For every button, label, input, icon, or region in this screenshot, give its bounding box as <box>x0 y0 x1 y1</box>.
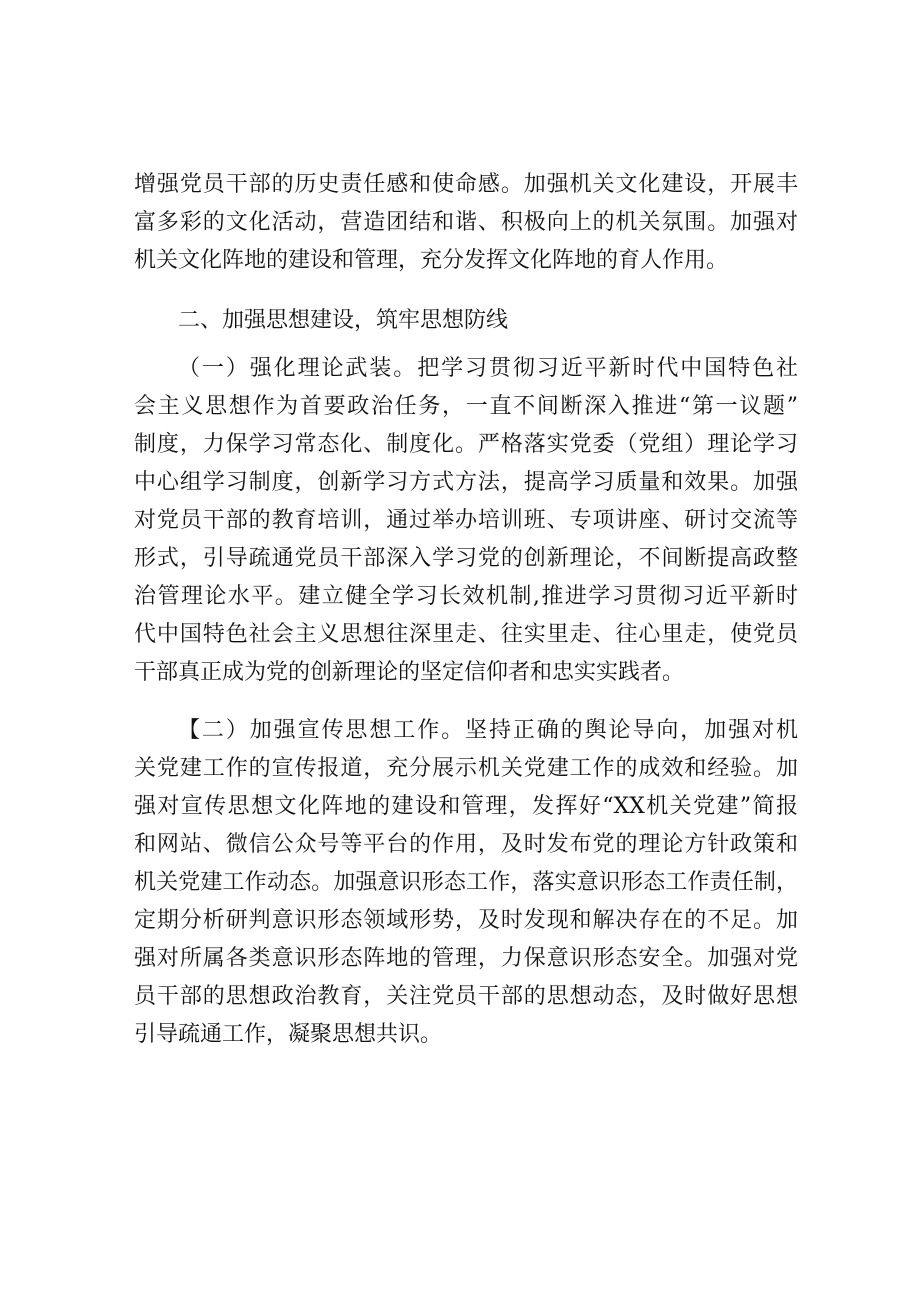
section-heading: 二、加强思想建设，筑牢思想防线 <box>178 308 509 333</box>
text-line: 会主义思想作为首要政治任务，一直不间断深入推进“第一议题” <box>134 394 798 419</box>
paragraph-publicity <box>134 712 798 1054</box>
text-line: 中心组学习制度，创新学习方式方法，提高学习质量和效果。加强 <box>134 470 798 495</box>
text-line: 治管理论水平。建立健全学习长效机制,推进学习贯彻习近平新时 <box>134 584 798 609</box>
text-line: 和网站、微信公众号等平台的作用，及时发布党的理论方针政策和 <box>134 832 798 857</box>
text-line: （一）强化理论武装。把学习贯彻习近平新时代中国特色社 <box>178 356 798 381</box>
text-line: 形式，引导疏通党员干部深入学习党的创新理论，不间断提高政整 <box>134 546 798 571</box>
text-line: 员干部的思想政治教育，关注党员干部的思想动态，及时做好思想 <box>134 984 798 1009</box>
text-line: 【二）加强宣传思想工作。坚持正确的舆论导向，加强对机 <box>178 718 798 743</box>
text-line: 定期分析研判意识形态领域形势，及时发现和解决存在的不足。加 <box>134 908 798 933</box>
text-line: 对党员干部的教育培训，通过举办培训班、专项讲座、研讨交流等 <box>134 508 798 533</box>
text-line: 制度，力保学习常态化、制度化。严格落实党委（党组）理论学习 <box>134 432 798 457</box>
text-line: 增强党员干部的历史责任感和使命感。加强机关文化建设，开展丰 <box>134 172 798 197</box>
text-line: 机关党建工作动态。加强意识形态工作，落实意识形态工作责任制， <box>134 870 798 895</box>
text-line: 强对所属各类意识形态阵地的管理，力保意识形态安全。加强对党 <box>134 946 798 971</box>
text-line: 机关文化阵地的建设和管理，充分发挥文化阵地的育人作用。 <box>134 248 729 273</box>
text-line: 富多彩的文化活动，营造团结和谐、积极向上的机关氛围。加强对 <box>134 210 798 235</box>
text-line: 引导疏通工作，凝聚思想共识。 <box>134 1022 443 1047</box>
paragraph-theory <box>134 350 798 692</box>
text-line: 干部真正成为党的创新理论的坚定信仰者和忠实实践者。 <box>134 660 685 685</box>
text-line: 代中国特色社会主义思想往深里走、往实里走、往心里走，使党员 <box>134 622 798 647</box>
text-line: 关党建工作的宣传报道，充分展示机关党建工作的成效和经验。加 <box>134 756 798 781</box>
paragraph-culture <box>134 166 798 280</box>
text-line: 强对宣传思想文化阵地的建设和管理，发挥好“XX机关党建”简报 <box>134 794 798 819</box>
